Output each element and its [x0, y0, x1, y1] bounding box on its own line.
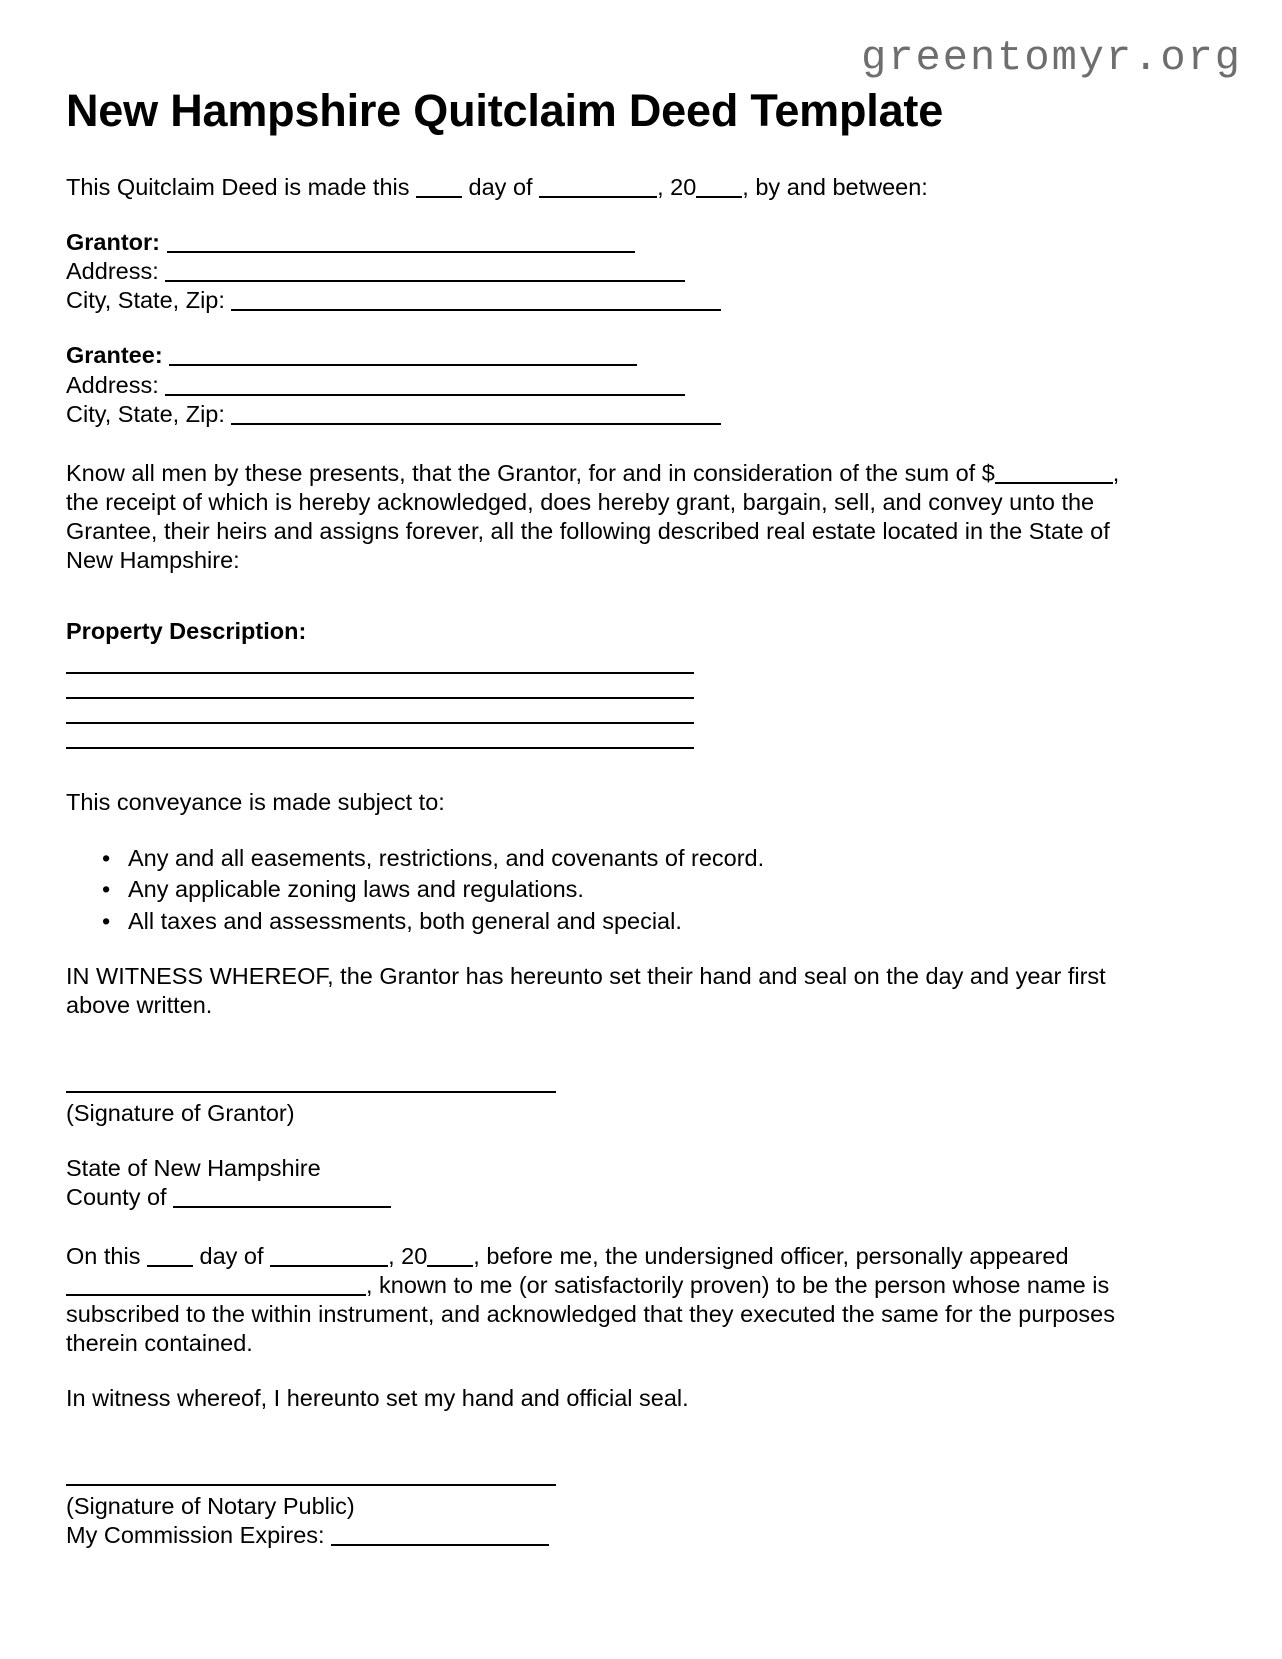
spacer	[66, 429, 1132, 459]
spacer	[66, 601, 1132, 617]
grantor-csz-row	[66, 286, 1132, 315]
notary-acknowledgment-paragraph	[66, 1242, 1132, 1359]
consideration-paragraph	[66, 459, 1132, 576]
spacer	[66, 1212, 1132, 1242]
property-line-4[interactable]	[66, 747, 694, 749]
consideration-amount-blank[interactable]	[995, 482, 1113, 484]
ack-text-5: , known to me (or satisfactorily proven) to be the person whose name is subscribed to the within instrument, and acknowledged that they executed the same for the purposes therein contained.	[66, 1272, 1115, 1357]
intro-text-3: , 20	[657, 173, 697, 200]
grantee-csz-row	[66, 400, 1132, 429]
ack-month-blank[interactable]	[270, 1265, 388, 1267]
notary-signature-caption: (Signature of Notary Public)	[66, 1492, 355, 1519]
property-line-3[interactable]	[66, 722, 694, 724]
ack-year-blank[interactable]	[427, 1265, 473, 1267]
grantor-name-blank[interactable]	[167, 251, 635, 253]
conveyance-terms-list	[66, 844, 1132, 937]
site-watermark: greentomyr.org	[861, 34, 1242, 82]
grantor-address-label: Address:	[66, 258, 159, 285]
grantee-address-label: Address:	[66, 371, 159, 398]
intro-text-2: day of	[462, 173, 540, 200]
notary-commission-row	[66, 1521, 1132, 1550]
grantee-csz-blank[interactable]	[231, 423, 721, 425]
property-line-1[interactable]	[66, 672, 694, 674]
page-title: New Hampshire Quitclaim Deed Template	[66, 85, 944, 136]
grantor-signature-line[interactable]	[66, 1091, 556, 1093]
grantee-address-blank[interactable]	[165, 394, 685, 396]
ack-text-1: On this	[66, 1242, 147, 1269]
document-body	[66, 84, 1132, 1550]
notary-venue-block	[66, 1154, 1132, 1212]
grantor-csz-blank[interactable]	[231, 309, 721, 311]
spacer	[66, 315, 1132, 341]
notary-state-line: State of New Hampshire	[66, 1154, 321, 1181]
property-line-2[interactable]	[66, 697, 694, 699]
ack-text-4: , before me, the undersigned officer, personally appeared	[473, 1242, 1069, 1269]
property-description-lines	[66, 672, 1132, 749]
grantor-name-row	[66, 228, 1132, 257]
grantee-name-label: Grantee:	[66, 342, 163, 369]
ack-text-2: day of	[192, 1242, 271, 1269]
grantee-block	[66, 341, 1132, 428]
notary-county-row	[66, 1183, 1132, 1212]
consideration-text-1: Know all men by these presents, that the Grantor, for and in consideration of the sum of $	[66, 459, 995, 486]
grantor-address-row	[66, 257, 1132, 286]
notary-county-label: County of	[66, 1183, 174, 1210]
notary-signature-line[interactable]	[66, 1484, 556, 1486]
grantor-block	[66, 228, 1132, 315]
intro-text-4: , by and between:	[742, 173, 928, 200]
intro-paragraph	[66, 173, 1132, 202]
notary-commission-blank[interactable]	[331, 1544, 549, 1546]
property-description-label: Property Description:	[66, 618, 307, 645]
property-description-heading	[66, 617, 1132, 646]
grantee-csz-label: City, State, Zip:	[66, 400, 225, 427]
intro-text-1: This Quitclaim Deed is made this	[66, 173, 417, 200]
notary-commission-label: My Commission Expires:	[66, 1521, 332, 1548]
grantor-name-label: Grantor:	[66, 229, 160, 256]
spacer	[66, 772, 1132, 788]
list-item: • Any applicable zoning laws and regulations.	[128, 875, 1132, 905]
ack-day-blank[interactable]	[147, 1265, 193, 1267]
grantor-signature-caption: (Signature of Grantor)	[66, 1099, 295, 1126]
grantor-address-blank[interactable]	[165, 280, 685, 282]
consideration-text-2: , the receipt of which is hereby acknowledged, does hereby grant, bargain, sell, and convey unto the Grantee, their heirs and assigns forever, all the following described real estate located in the State of New Hampshire:	[66, 459, 1120, 574]
ack-text-3: , 20	[388, 1242, 428, 1269]
conveyance-lead-in: This conveyance is made subject to:	[66, 789, 445, 816]
notary-county-blank[interactable]	[173, 1206, 391, 1208]
spacer	[66, 1440, 1132, 1484]
ack-appeared-name-blank[interactable]	[66, 1294, 366, 1296]
intro-year-blank[interactable]	[696, 196, 742, 198]
grantee-name-row	[66, 341, 1132, 370]
witness-clause: IN WITNESS WHEREOF, the Grantor has hereunto set their hand and seal on the day and year first above written.	[66, 963, 1106, 1019]
grantor-csz-label: City, State, Zip:	[66, 287, 225, 314]
notary-seal-line: In witness whereof, I hereunto set my hand and official seal.	[66, 1385, 689, 1412]
list-item: • All taxes and assessments, both general and special.	[128, 907, 1132, 937]
spacer	[66, 1047, 1132, 1091]
intro-month-blank[interactable]	[539, 196, 657, 198]
grantee-address-row	[66, 371, 1132, 400]
intro-day-blank[interactable]	[416, 196, 462, 198]
grantee-name-blank[interactable]	[169, 364, 637, 366]
list-item: • Any and all easements, restrictions, and covenants of record.	[128, 844, 1132, 874]
